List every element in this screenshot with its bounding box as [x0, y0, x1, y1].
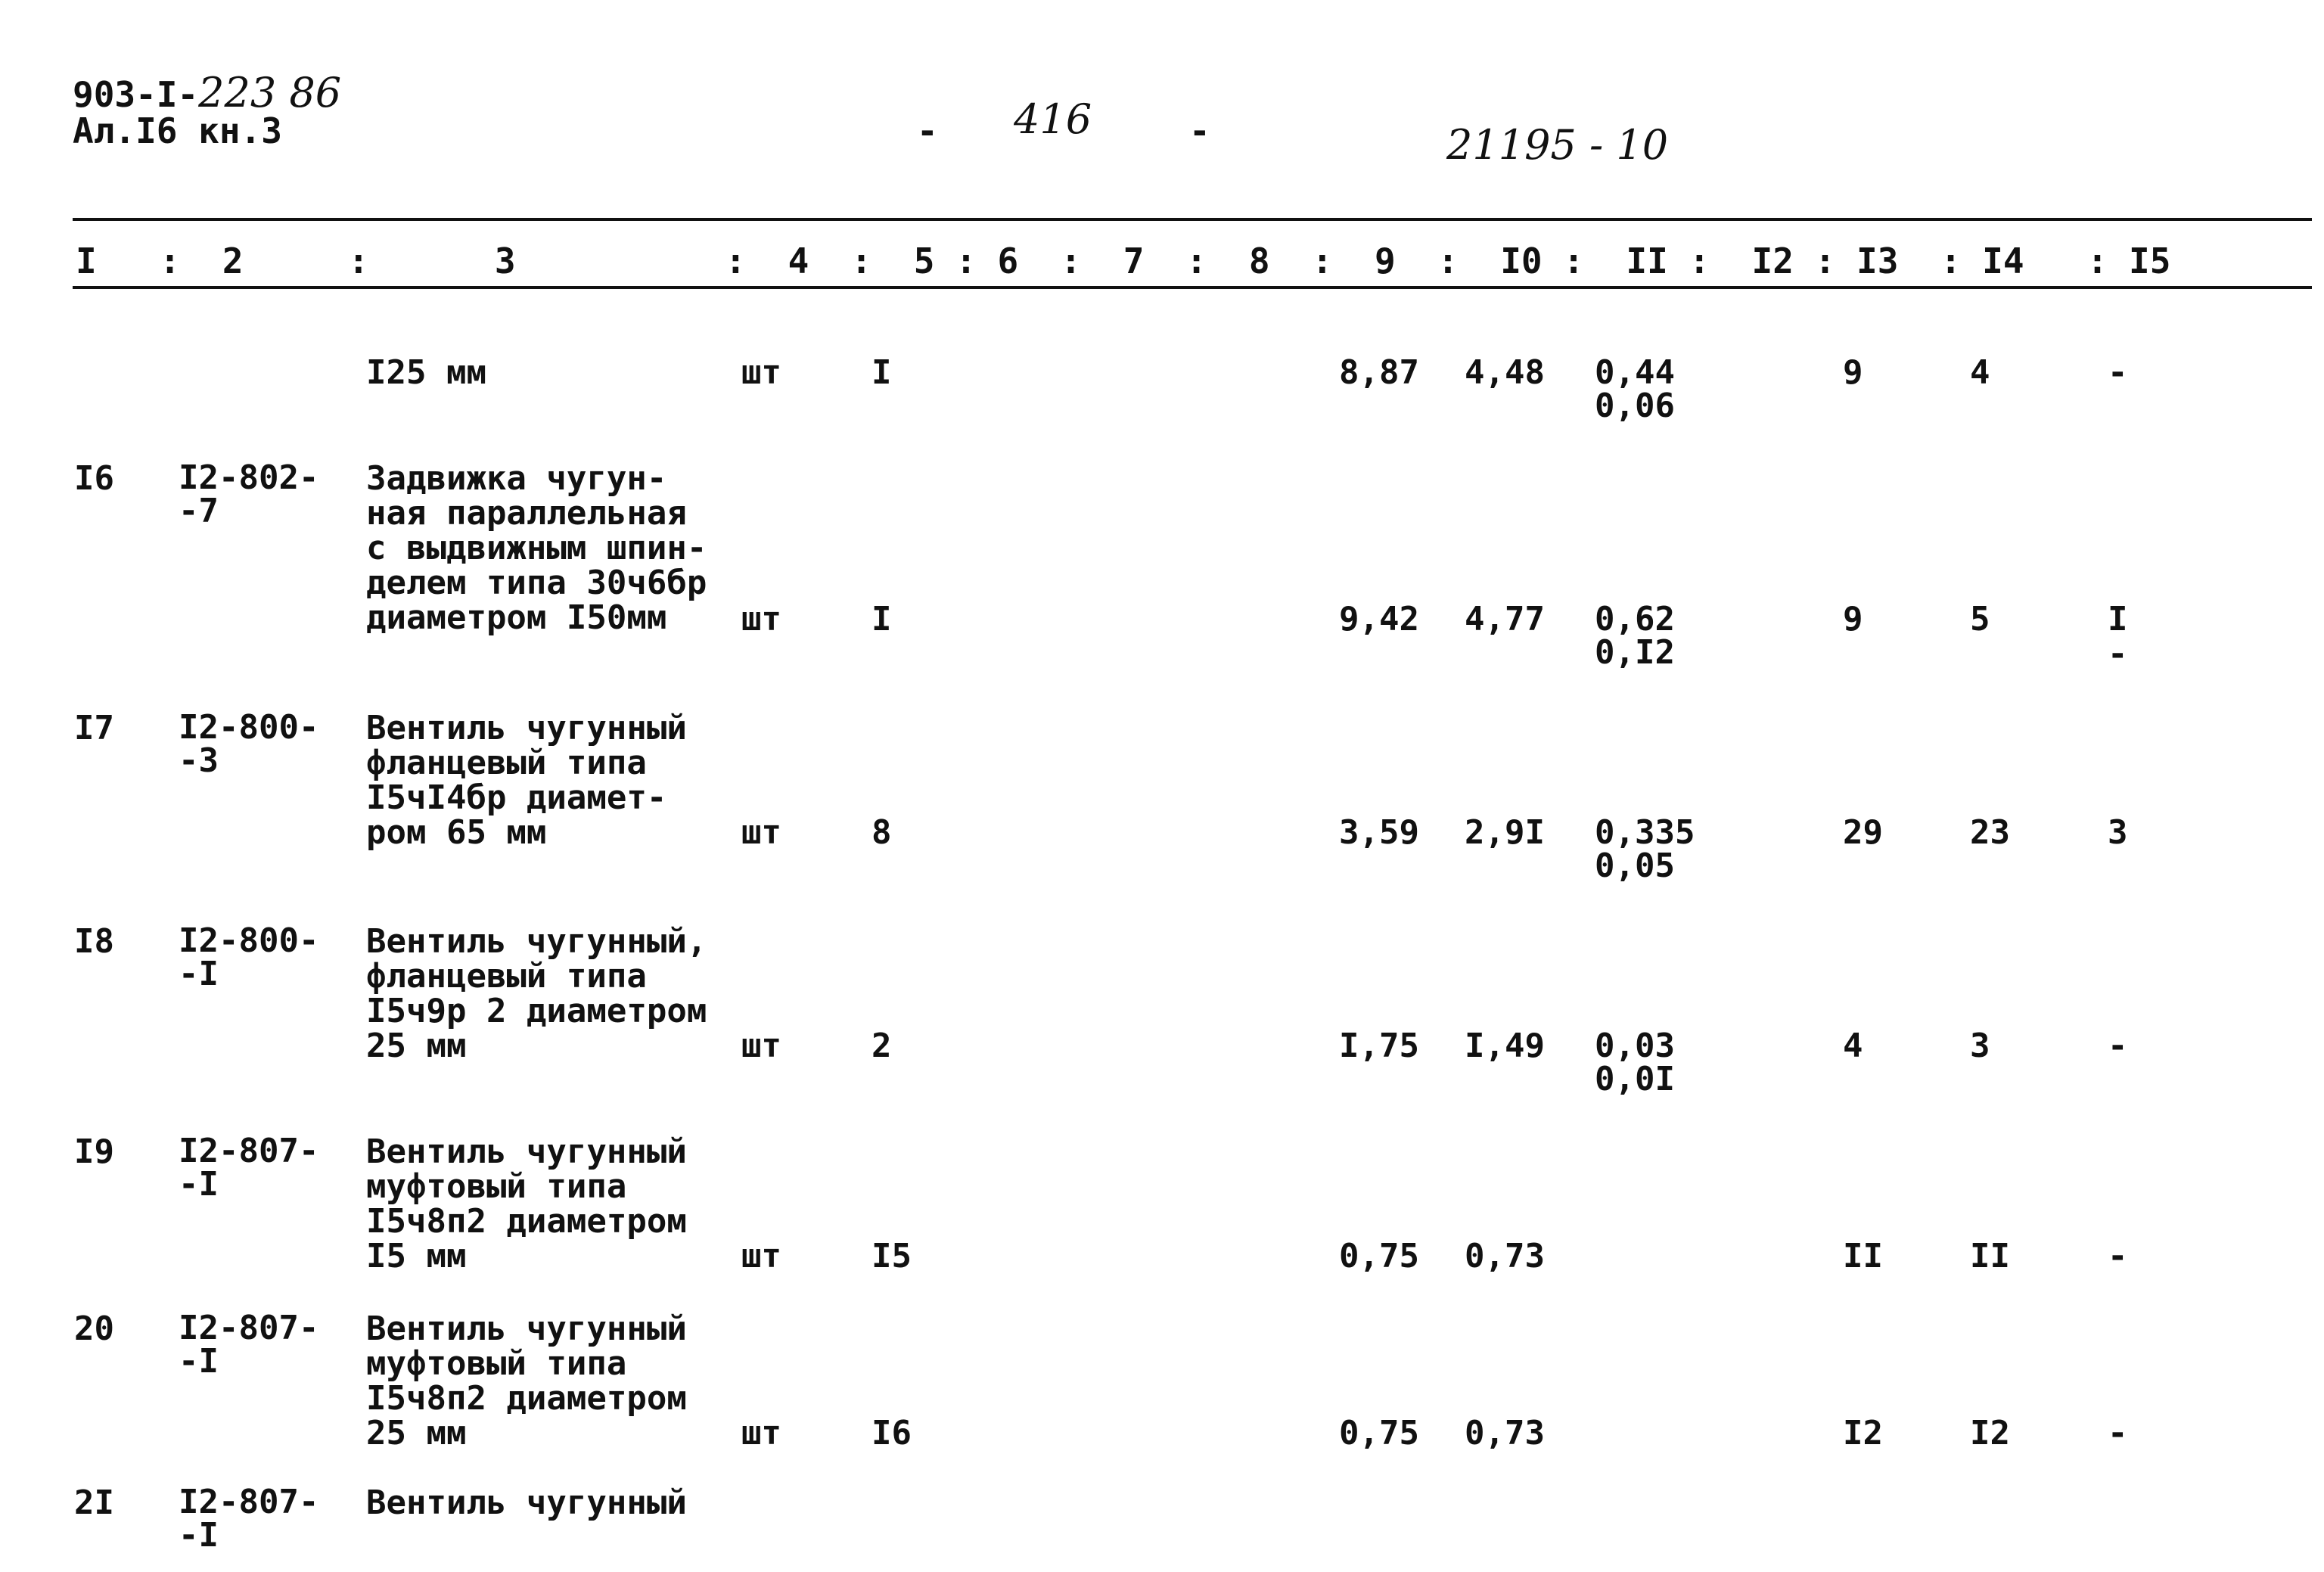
- row-quantity: I: [872, 353, 892, 392]
- row-col15: -: [2108, 635, 2128, 673]
- row-number: 2I: [74, 1483, 114, 1522]
- row-number: 20: [74, 1309, 114, 1348]
- row-unit: шт: [741, 1414, 781, 1452]
- row-col10: 2,9I: [1465, 813, 1545, 852]
- row-description: Задвижка чугун- ная параллельная с выдвижным шпин- делем типа 30ч6бр диаметром I50мм: [366, 459, 707, 637]
- row-code: I2-807- -I: [179, 1309, 319, 1381]
- row-col14: I: [2108, 600, 2128, 638]
- row-unit: шт: [741, 600, 781, 638]
- table-header-rule: [73, 286, 2312, 289]
- row-col14: -: [2108, 1027, 2128, 1065]
- row-col11-top: 0,44: [1595, 353, 1675, 392]
- row-quantity: I: [872, 600, 892, 638]
- row-code: I2-807- -I: [179, 1483, 319, 1555]
- row-col12: II: [1843, 1237, 1883, 1275]
- row-description: Вентиль чугунный муфтовый типа I5ч8п2 диаметром 25 мм: [366, 1309, 687, 1452]
- row-number: I6: [74, 459, 114, 498]
- row-col10: 0,73: [1465, 1414, 1545, 1452]
- row-col9: 8,87: [1339, 353, 1419, 392]
- row-unit: шт: [741, 1027, 781, 1065]
- row-col9: 9,42: [1339, 600, 1419, 638]
- row-col13: I2: [1970, 1414, 2010, 1452]
- row-col9: 3,59: [1339, 813, 1419, 852]
- row-description: Вентиль чугунный: [366, 1483, 687, 1522]
- row-code: I2-800- -I: [179, 921, 319, 993]
- row-col13: 5: [1970, 600, 1990, 638]
- row-col14: -: [2108, 353, 2128, 392]
- row-description: Вентиль чугунный, фланцевый типа I5ч9р 2 диаметром 25 мм: [366, 922, 707, 1065]
- row-col9: I,75: [1339, 1027, 1419, 1065]
- row-number: I8: [74, 922, 114, 961]
- row-col12: 29: [1843, 813, 1883, 852]
- doc-code: [73, 69, 342, 117]
- row-quantity: 8: [872, 813, 892, 852]
- row-col11-bottom: 0,06: [1595, 387, 1675, 425]
- row-unit: шт: [741, 813, 781, 852]
- row-code: I2-802- -7: [179, 458, 319, 530]
- row-col12: 4: [1843, 1027, 1863, 1065]
- row-quantity: I6: [872, 1414, 912, 1452]
- row-col11-top: 0,335: [1595, 813, 1695, 852]
- row-description: Вентиль чугунный фланцевый типа I5чI4бр диамет- ром 65 мм: [366, 709, 687, 852]
- row-col11-bottom: 0,05: [1595, 847, 1675, 885]
- row-col12: 9: [1843, 353, 1863, 392]
- page-number: 416: [1014, 95, 1092, 143]
- row-col14: -: [2108, 1237, 2128, 1275]
- row-col9: 0,75: [1339, 1237, 1419, 1275]
- page-dash-right: -: [1189, 110, 1210, 151]
- row-code: I2-800- -3: [179, 708, 319, 780]
- row-number: I7: [74, 709, 114, 747]
- row-col12: I2: [1843, 1414, 1883, 1452]
- row-col9: 0,75: [1339, 1414, 1419, 1452]
- row-col10: 0,73: [1465, 1237, 1545, 1275]
- row-quantity: 2: [872, 1027, 892, 1065]
- row-unit: шт: [741, 1237, 781, 1275]
- row-unit: шт: [741, 353, 781, 392]
- column-header-row: I : 2 : 3 : 4 : 5 : 6 : 7 : 8 : 9 : I0 : II : I2 : I3 : I4 : I5: [76, 241, 2171, 281]
- row-col10: I,49: [1465, 1027, 1545, 1065]
- row-col11-bottom: 0,0I: [1595, 1060, 1675, 1098]
- row-description: Вентиль чугунный муфтовый типа I5ч8п2 диаметром I5 мм: [366, 1132, 687, 1275]
- doc-code-prefix: 903-I-: [73, 74, 199, 115]
- row-col13: II: [1970, 1237, 2010, 1275]
- row-col13: 4: [1970, 353, 1990, 392]
- page-dash-left: -: [917, 110, 938, 151]
- row-col12: 9: [1843, 600, 1863, 638]
- row-col14: -: [2108, 1414, 2128, 1452]
- row-col13: 23: [1970, 813, 2010, 852]
- row-col10: 4,77: [1465, 600, 1545, 638]
- row-description: I25 мм: [366, 353, 486, 392]
- row-quantity: I5: [872, 1237, 912, 1275]
- album-book-label: Ал.I6 кн.3: [73, 110, 282, 151]
- row-col11-bottom: 0,I2: [1595, 633, 1675, 672]
- row-col10: 4,48: [1465, 353, 1545, 392]
- row-col11-top: 0,03: [1595, 1027, 1675, 1065]
- doc-code-handwritten: 223 86: [198, 69, 342, 117]
- row-col14: 3: [2108, 813, 2128, 852]
- table-top-rule: [73, 218, 2312, 221]
- row-col11-top: 0,62: [1595, 600, 1675, 638]
- sheet-reference: 21195 - 10: [1446, 121, 1669, 169]
- row-code: I2-807- -I: [179, 1132, 319, 1204]
- row-number: I9: [74, 1132, 114, 1171]
- row-col13: 3: [1970, 1027, 1990, 1065]
